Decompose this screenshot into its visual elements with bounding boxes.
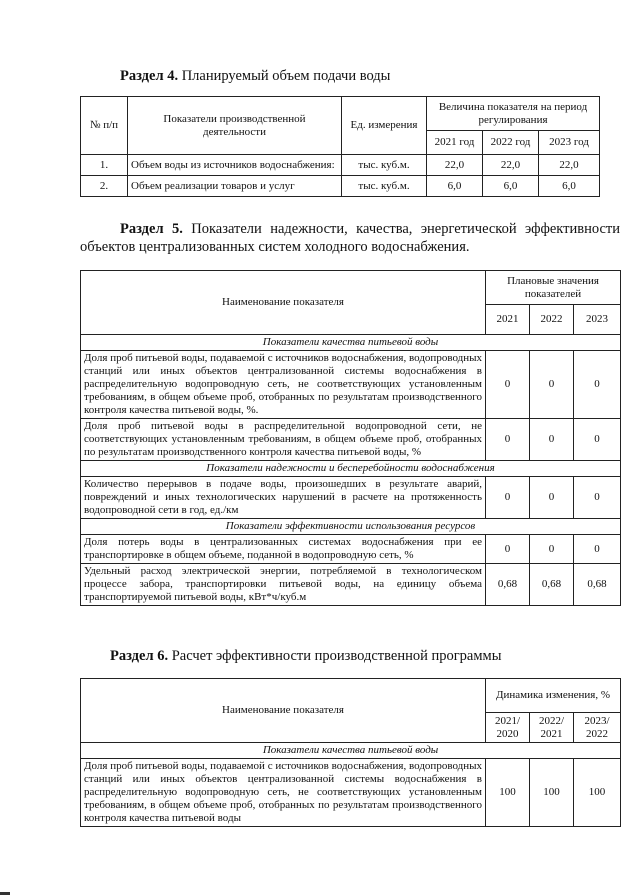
- header-value-group: Величина показателя на период регулирования: [427, 97, 600, 131]
- section5-table: [80, 270, 621, 606]
- group-title: Показатели качества питьевой воды: [81, 743, 621, 759]
- table-row: 2. Объем реализации товаров и услуг тыс. куб.м. 6,0 6,0 6,0: [81, 176, 600, 197]
- header-year: 2022 год: [483, 131, 539, 155]
- table-row: Доля проб питьевой воды в распределительной водопроводной сети, не соответствующих установленным требованиям, в общем объеме проб, отобранных по результатам производственного контроля качества питьевой воды, % 0 0 0: [81, 419, 621, 461]
- header-name: Наименование показателя: [81, 679, 486, 743]
- header-year: 2022: [530, 305, 574, 335]
- section4-table: [80, 96, 600, 197]
- table-row: 1. Объем воды из источников водоснабжения: тыс. куб.м. 22,0 22,0 22,0: [81, 155, 600, 176]
- table-row: Доля проб питьевой воды, подаваемой с источников водоснабжения, водопроводных станций или иных объектов централизованной системы водоснабжения в распределительную водопроводную сеть, не соответствующих установленным требованиям, в общем объеме проб, отобранных по результатам производственного контроля качества питьевой воды, %. 0 0 0: [81, 351, 621, 419]
- section5-title: Раздел 5. Показатели надежности, качества, энергетической эффективности объектов централизованных систем холодного водоснабжения.: [80, 221, 620, 255]
- header-period: 2021/ 2020: [486, 713, 530, 743]
- header-plan: Плановые значения показателей: [486, 271, 621, 305]
- header-year: 2023: [574, 305, 621, 335]
- header-period: 2022/ 2021: [530, 713, 574, 743]
- header-dynamics: Динамика изменения, %: [486, 679, 621, 713]
- table-row: Удельный расход электрической энергии, потребляемой в технологическом процессе забора, транспортировки питьевой воды, на единицу объема транспортируемой питьевой воды, кВт*ч/куб.м 0,68 0,68 0,68: [81, 564, 621, 606]
- header-year: 2023 год: [539, 131, 600, 155]
- group-title: Показатели качества питьевой воды: [81, 335, 621, 351]
- table-row: Доля потерь воды в централизованных системах водоснабжения при ее транспортировке в общем объеме, поданной в водопроводную сеть, % 0 0 0: [81, 535, 621, 564]
- header-period: 2023/ 2022: [574, 713, 621, 743]
- header-unit: Ед. измерения: [342, 97, 427, 155]
- group-title: Показатели надежности и бесперебойности водоснабжения: [81, 461, 621, 477]
- section6-table: [80, 678, 621, 827]
- section6-title: Раздел 6. Расчет эффективности производственной программы: [110, 648, 502, 664]
- header-year: 2021: [486, 305, 530, 335]
- header-name: Наименование показателя: [81, 271, 486, 335]
- header-indicator: Показатели производственной деятельности: [128, 97, 342, 155]
- table-row: Доля проб питьевой воды, подаваемой с источников водоснабжения, водопроводных станций или иных объектов централизованной системы водоснабжения в распределительную водопроводную сеть, не соответствующих установленным требованиям, в общем объеме проб, отобранных по результатам производственного контроля качества питьевой воды 100 100 100: [81, 759, 621, 827]
- header-num: № п/п: [81, 97, 128, 155]
- table-row: Количество перерывов в подаче воды, произошедших в результате аварий, повреждений и иных технологических нарушений в расчете на протяженность водопроводной сети в год, ед./км 0 0 0: [81, 477, 621, 519]
- section4-title: Раздел 4. Планируемый объем подачи воды: [120, 68, 391, 84]
- header-year: 2021 год: [427, 131, 483, 155]
- group-title: Показатели эффективности использования ресурсов: [81, 519, 621, 535]
